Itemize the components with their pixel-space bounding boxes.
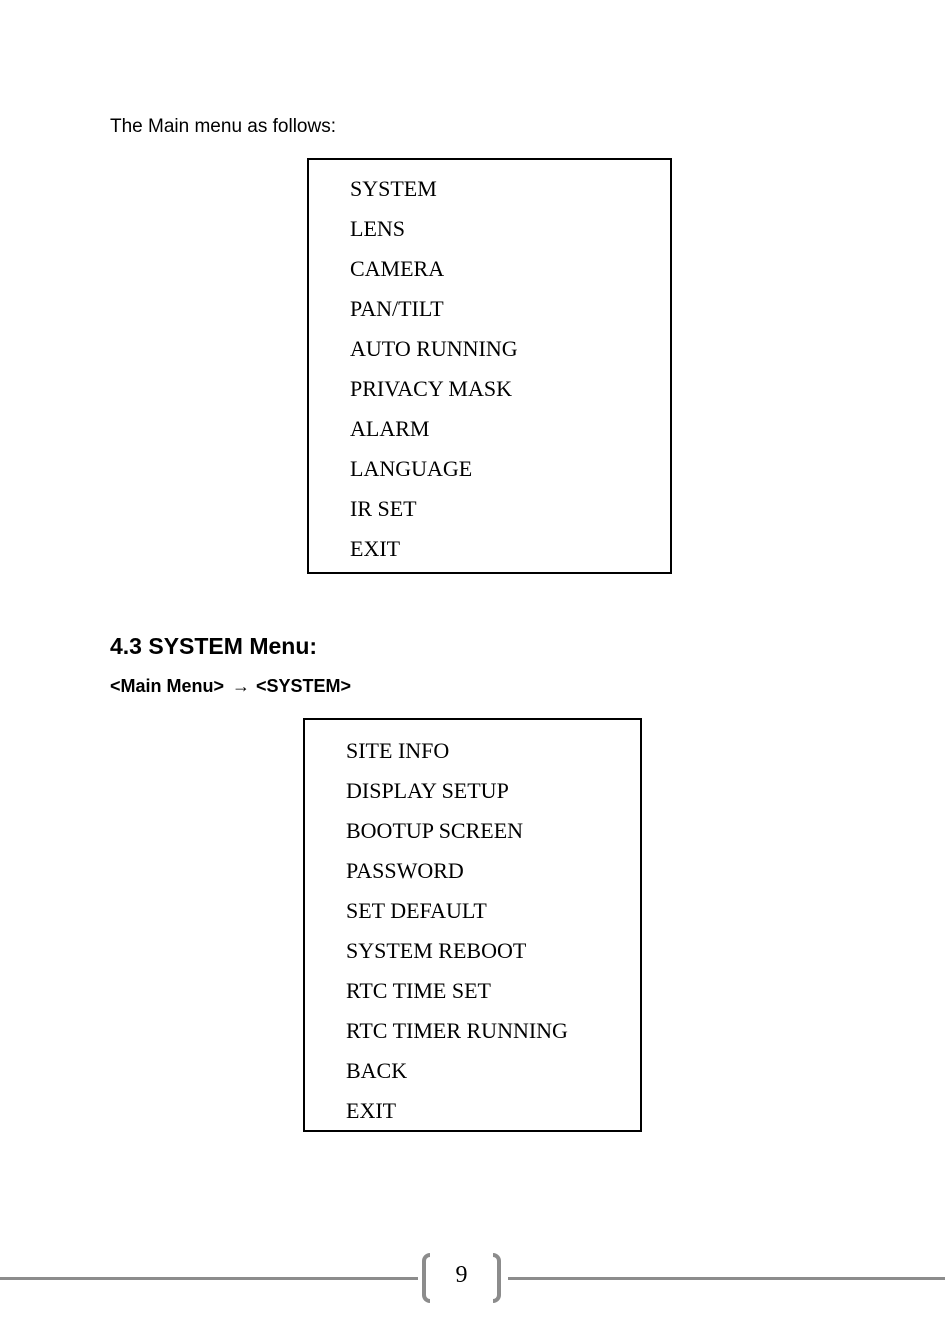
main-menu-box — [307, 158, 672, 574]
footer-rule-right — [508, 1277, 945, 1280]
breadcrumb-to: <SYSTEM> — [256, 676, 352, 696]
system-menu-item-display-setup: DISPLAY SETUP — [346, 778, 509, 803]
system-menu-item-exit: EXIT — [346, 1098, 397, 1123]
main-menu-item-camera: CAMERA — [350, 256, 445, 281]
footer-rule-left — [0, 1277, 418, 1280]
system-menu-box — [303, 718, 642, 1132]
main-menu-item-auto-running: AUTO RUNNING — [350, 336, 518, 361]
system-menu-item-set-default: SET DEFAULT — [346, 898, 487, 923]
footer-bracket-left — [422, 1253, 430, 1303]
system-menu-item-site-info: SITE INFO — [346, 738, 450, 763]
main-menu-item-system: SYSTEM — [350, 176, 437, 201]
page-number: 9 — [455, 1262, 468, 1288]
system-menu-item-back: BACK — [346, 1058, 408, 1083]
system-menu-item-rtc-time-set: RTC TIME SET — [346, 978, 491, 1003]
system-menu-item-system-reboot: SYSTEM REBOOT — [346, 938, 527, 963]
main-menu-item-language: LANGUAGE — [350, 456, 473, 481]
arrow-right-icon: → — [232, 676, 251, 696]
main-menu-item-alarm: ALARM — [350, 416, 430, 441]
system-menu-item-password: PASSWORD — [346, 858, 464, 883]
main-menu-item-ir-set: IR SET — [350, 496, 417, 521]
system-menu-item-bootup-screen: BOOTUP SCREEN — [346, 818, 524, 843]
intro-text: The Main menu as follows: — [110, 116, 336, 137]
section-heading: 4.3 SYSTEM Menu: — [110, 633, 318, 659]
main-menu-item-privacy-mask: PRIVACY MASK — [350, 376, 512, 401]
footer-bracket-right — [493, 1253, 501, 1303]
main-menu-item-exit: EXIT — [350, 536, 401, 561]
breadcrumb-from: <Main Menu> — [110, 676, 225, 696]
main-menu-item-lens: LENS — [350, 216, 405, 241]
main-menu-item-pan-tilt: PAN/TILT — [350, 296, 444, 321]
system-menu-item-rtc-timer-running: RTC TIMER RUNNING — [346, 1018, 568, 1043]
breadcrumb — [110, 674, 351, 698]
